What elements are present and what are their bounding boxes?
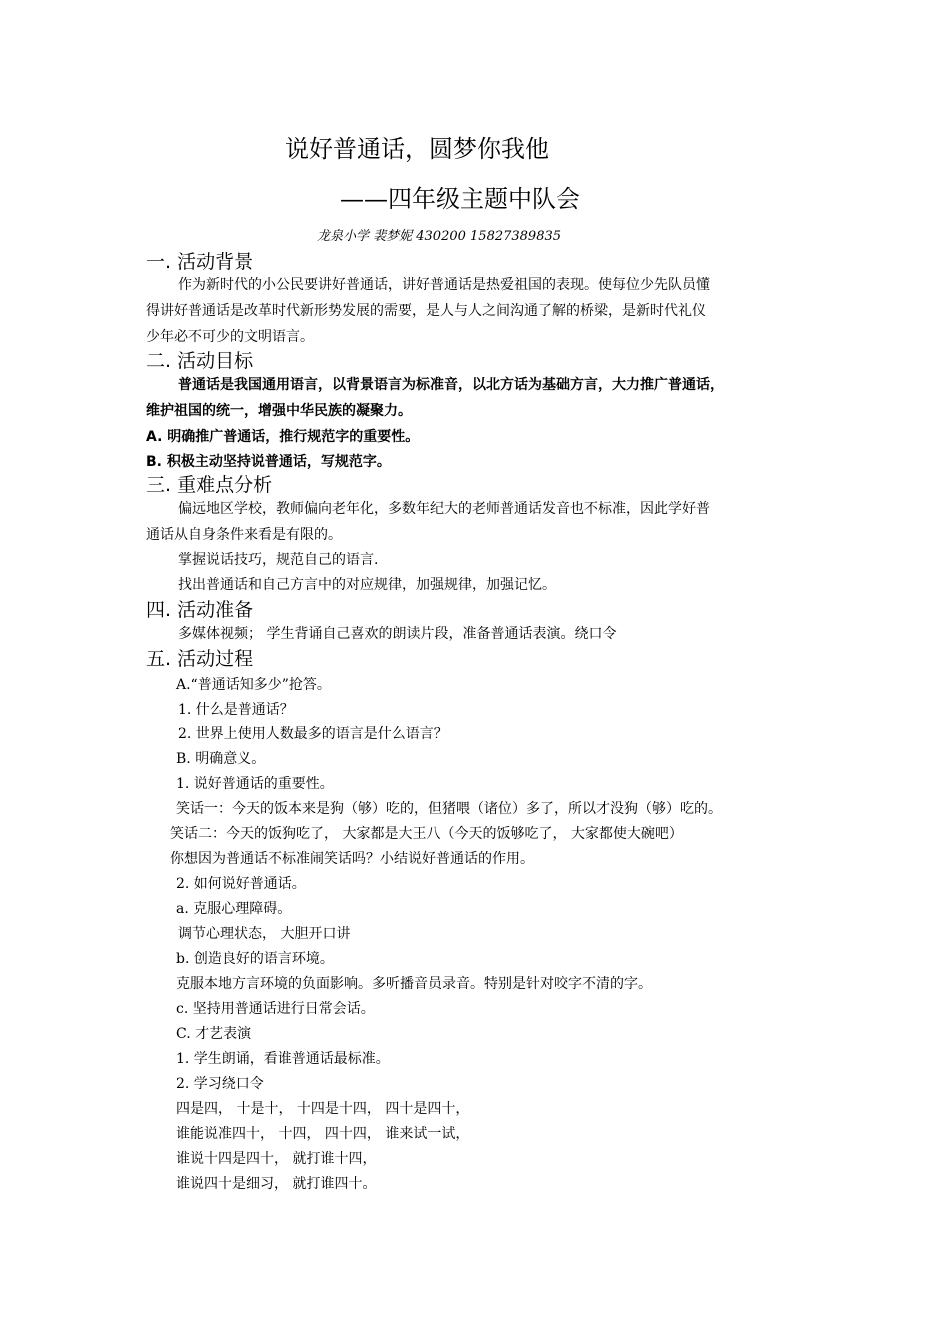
process-line: a. 克服心理障碍。 xyxy=(176,901,292,917)
process-line: 2. 世界上使用人数最多的语言是什么语言？ xyxy=(178,726,448,742)
doc-subtitle: ——四年级主题中队会 xyxy=(340,185,580,213)
section-heading-key-points: 三. 重难点分析 xyxy=(146,474,273,496)
tongue-twister-line: 四是四， 十是十， 十四是十四， 四十是四十， xyxy=(176,1101,470,1117)
process-line: 笑话一：今天的饭本来是狗（够）吃的，但猪喂（诸位）多了，所以才没狗（够）吃的。 xyxy=(176,801,722,817)
paragraph-line: 多媒体视频； 学生背诵自己喜欢的朗读片段，准备普通话表演。绕口令 xyxy=(178,626,617,642)
doc-title: 说好普通话，圆梦你我他 xyxy=(285,135,549,163)
process-line: C. 才艺表演 xyxy=(176,1026,252,1042)
process-line: B. 明确意义。 xyxy=(176,751,266,767)
paragraph-line: 掌握说话技巧，规范自己的语言. xyxy=(178,552,379,568)
process-line: A.“普通话知多少”抢答。 xyxy=(176,677,331,693)
process-line: c. 坚持用普通话进行日常会话。 xyxy=(176,1001,375,1017)
section-heading-goals: 二. 活动目标 xyxy=(146,350,254,372)
paragraph-line: 通话从自身条件来看是有限的。 xyxy=(146,527,342,543)
process-line: 调节心理状态， 大胆开口讲 xyxy=(178,926,351,942)
paragraph-line: 找出普通话和自己方言中的对应规律，加强规律，加强记忆。 xyxy=(178,577,556,593)
process-line: 1. 说好普通话的重要性。 xyxy=(176,776,334,792)
process-line: 1. 什么是普通话？ xyxy=(178,702,294,718)
process-line: 1. 学生朗诵，看谁普通话最标准。 xyxy=(176,1051,390,1067)
process-line: b. 创造良好的语言环境。 xyxy=(176,951,334,967)
paragraph-line: 偏远地区学校，教师偏向老年化，多数年纪大的老师普通话发音也不标准，因此学好普 xyxy=(178,501,710,517)
process-line: 2. 如何说好普通话。 xyxy=(176,876,306,892)
process-line: 你想因为普通话不标准闹笑话吗？小结说好普通话的作用。 xyxy=(170,851,534,867)
section-heading-process: 五. 活动过程 xyxy=(146,648,254,670)
goal-item-a: A. 明确推广普通话，推行规范字的重要性。 xyxy=(146,429,420,445)
paragraph-line: 得讲好普通话是改革时代新形势发展的需要，是人与人之间沟通了解的桥梁，是新时代礼仪 xyxy=(146,303,706,319)
process-line: 2. 学习绕口令 xyxy=(176,1076,264,1092)
process-line: 克服本地方言环境的负面影响。多听播音员录音。特别是针对咬字不清的字。 xyxy=(176,976,652,992)
tongue-twister-line: 谁能说准四十， 十四， 四十四， 谁来试一试， xyxy=(176,1126,470,1142)
paragraph-line: 少年必不可少的文明语言。 xyxy=(146,329,314,345)
tongue-twister-line: 谁说十四是四十， 就打谁十四， xyxy=(176,1151,377,1167)
section-heading-preparation: 四. 活动准备 xyxy=(146,599,254,621)
goal-item-b: B. 积极主动坚持说普通话，写规范字。 xyxy=(146,454,391,470)
doc-author: 龙泉小学 裴梦妮 430200 15827389835 xyxy=(317,229,562,244)
paragraph-line: 普通话是我国通用语言，以背景语言为标准音，以北方话为基础方言，大力推广普通话， xyxy=(178,377,724,393)
tongue-twister-line: 谁说四十是细习， 就打谁四十。 xyxy=(176,1176,377,1192)
paragraph-line: 维护祖国的统一，增强中华民族的凝聚力。 xyxy=(146,403,412,419)
process-line: 笑话二：今天的饭狗吃了， 大家都是大王八（今天的饭够吃了， 大家都使大碗吧） xyxy=(170,826,683,842)
section-heading-background: 一. 活动背景 xyxy=(146,251,254,273)
paragraph-line: 作为新时代的小公民要讲好普通话，讲好普通话是热爱祖国的表现。使每位少先队员懂 xyxy=(178,277,710,293)
